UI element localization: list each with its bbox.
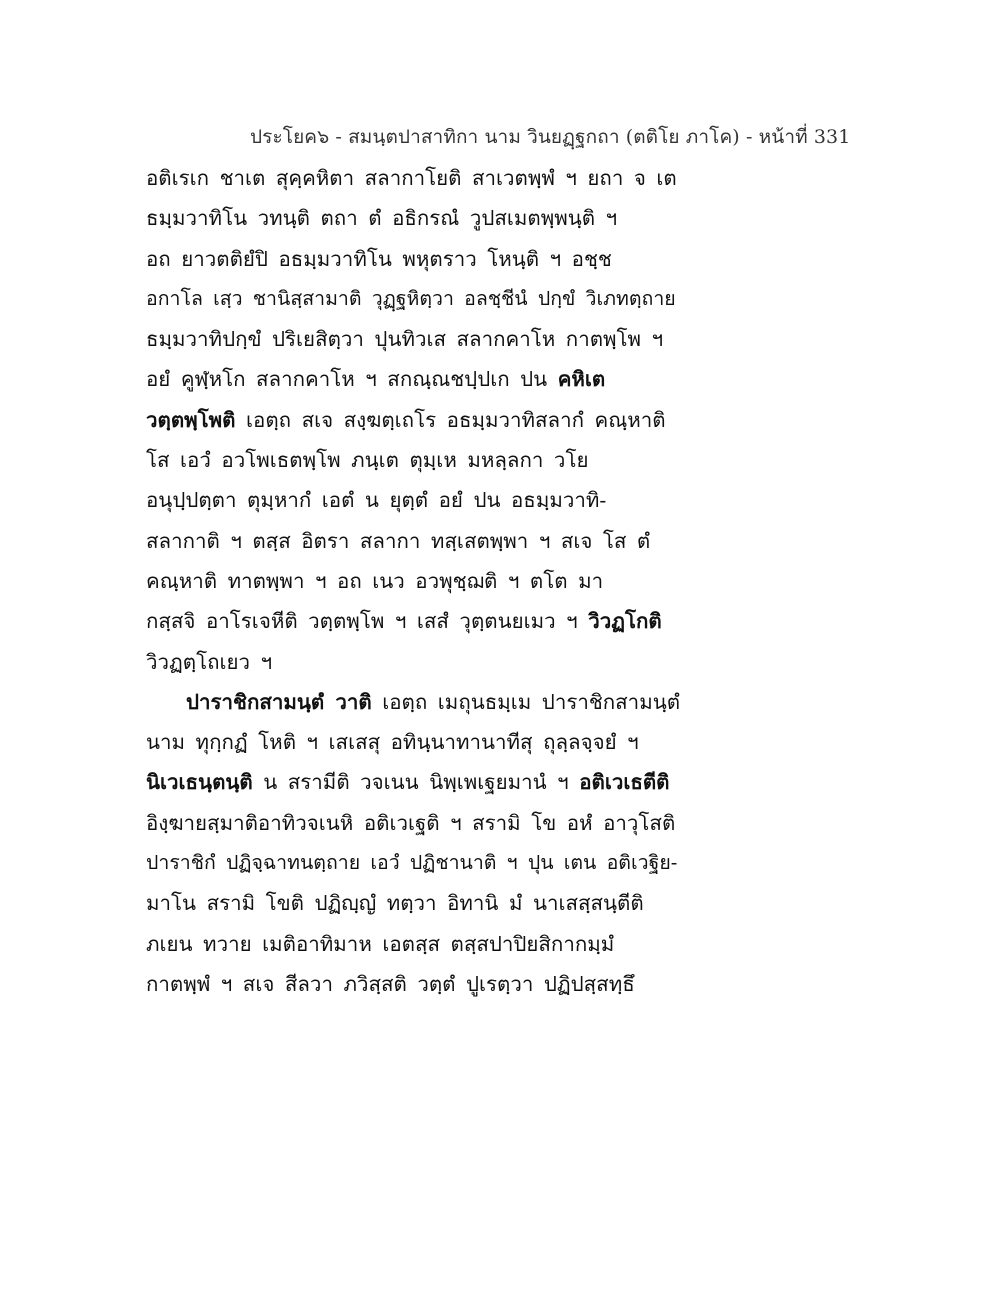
text-segment: ธมฺมวาทิปกฺขํ ปริเยสิตฺวา ปุนทิวเส สลากคาโห กาตพฺโพ ฯ (146, 327, 664, 352)
bold-term: วตฺตพฺโพติ (146, 407, 236, 432)
text-segment: อถ ยาวตติยํปิ อธมฺมวาทิโน พหุตราว โหนฺติ ฯ อชฺช (146, 246, 612, 271)
bold-term: คหิเต (557, 367, 606, 392)
bold-term: วิวฏโกติ (588, 609, 662, 634)
bold-term: อติเวเธตีติ (579, 770, 670, 795)
page-header: ประโยค๖ - สมนฺตปาสาทิกา นาม วินยฏฺฐกถา (ตติโย ภาโค) - หน้าที่ 331 (250, 126, 851, 148)
text-line (146, 158, 686, 198)
text-segment: อิงฺฆายสฺมาติอาทิวจเนหิ อติเวเฐติ ฯ สรามิ โข อหํ อาวุโสติ (146, 810, 676, 835)
text-segment: เอตฺถ เมถุนธมฺเม ปาราชิกสามนฺตํ (371, 689, 681, 714)
text-line (146, 642, 686, 682)
text-segment: วิวฏตฺโถเยว ฯ (146, 649, 273, 674)
text-segment: อกาโล เสฺว ชานิสฺสามาติ วุฏฺฐหิตฺวา อลชฺชีนํ ปกฺขํ วิเภทตฺถาย (146, 286, 676, 310)
text-line (146, 400, 686, 440)
text-line (146, 561, 686, 601)
text-line (146, 279, 686, 319)
text-line (146, 239, 686, 279)
text-segment: อยํ คูฬฺหโก สลากคาโห ฯ สกณฺณชปฺปเก ปน (146, 367, 558, 392)
bold-term: นิเวเธนฺตนฺติ (146, 770, 253, 795)
text-line (146, 924, 686, 964)
text-segment: มาโน สรามิ โขติ ปฏิญฺญํ ทตฺวา อิทานิ มํ นาเสสฺสนฺตีติ (146, 891, 644, 916)
text-line (146, 359, 686, 399)
text-segment: คณฺหาติ ทาตพฺพา ฯ อถ เนว อวพุชฺฌติ ฯ ตโต มา (146, 568, 604, 593)
text-segment: สลากาติ ฯ ตสฺส อิตรา สลากา ทสฺเสตพฺพา ฯ สเจ โส ตํ (146, 528, 651, 553)
text-line (146, 883, 686, 923)
text-segment: อนุปฺปตฺตา ตุมฺหากํ เอตํ น ยุตฺตํ อยํ ปน อธมฺมวาทิ- (146, 488, 607, 513)
text-segment: เอตฺถ สเจ สงฺฆตฺเถโร อธมฺมวาทิสลากํ คณฺหาติ (235, 407, 666, 432)
text-line (146, 601, 686, 641)
text-line (146, 480, 686, 520)
text-line (146, 521, 686, 561)
text-segment: นาม ทุกฺกฏํ โหติ ฯ เสเสสุ อทินฺนาทานาทีสุ ถุลฺลจฺจยํ ฯ (146, 730, 639, 755)
text-segment: ธมฺมวาทิโน วทนฺติ ตถา ตํ อธิกรณํ วูปสเมตพฺพนฺติ ฯ (146, 206, 618, 231)
text-line (146, 843, 686, 883)
text-line (146, 722, 686, 762)
text-segment: น สรามีติ วจเนน นิพฺเพเฐยมานํ ฯ (252, 770, 580, 795)
text-line (146, 440, 686, 480)
text-line (146, 964, 686, 1004)
text-segment: ปาราชิกํ ปฏิจฺฉาทนตฺถาย เอวํ ปฏิชานาติ ฯ ปุน เตน อติเวฐิย- (146, 851, 678, 875)
bold-term: ปาราชิกสามนฺตํ วาติ (186, 689, 372, 714)
body-text (146, 158, 686, 1004)
text-line (146, 198, 686, 238)
text-line (146, 762, 686, 802)
text-segment: โส เอวํ อวโพเธตพฺโพ ภนฺเต ตุมฺเห มหลฺลกา วโย (146, 448, 589, 473)
text-segment: ภเยน ทวาย เมติอาทิมาห เอตสฺส ตสฺสปาปิยสิกากมฺมํ (146, 931, 615, 956)
text-segment: กาตพฺพํ ฯ สเจ สีลวา ภวิสฺสติ วตฺตํ ปูเรตฺวา ปฏิปสฺสทฺธึ (146, 971, 635, 996)
text-segment: อติเรเก ชาเต สุคฺคหิตา สลากาโยติ สาเวตพฺพํ ฯ ยถา จ เต (146, 166, 677, 190)
text-line (146, 319, 686, 359)
text-segment: กสฺสจิ อาโรเจหีติ วตฺตพฺโพ ฯ เสสํ วุตฺตนยเมว ฯ (146, 609, 589, 634)
text-line (146, 682, 686, 722)
text-line (146, 803, 686, 843)
